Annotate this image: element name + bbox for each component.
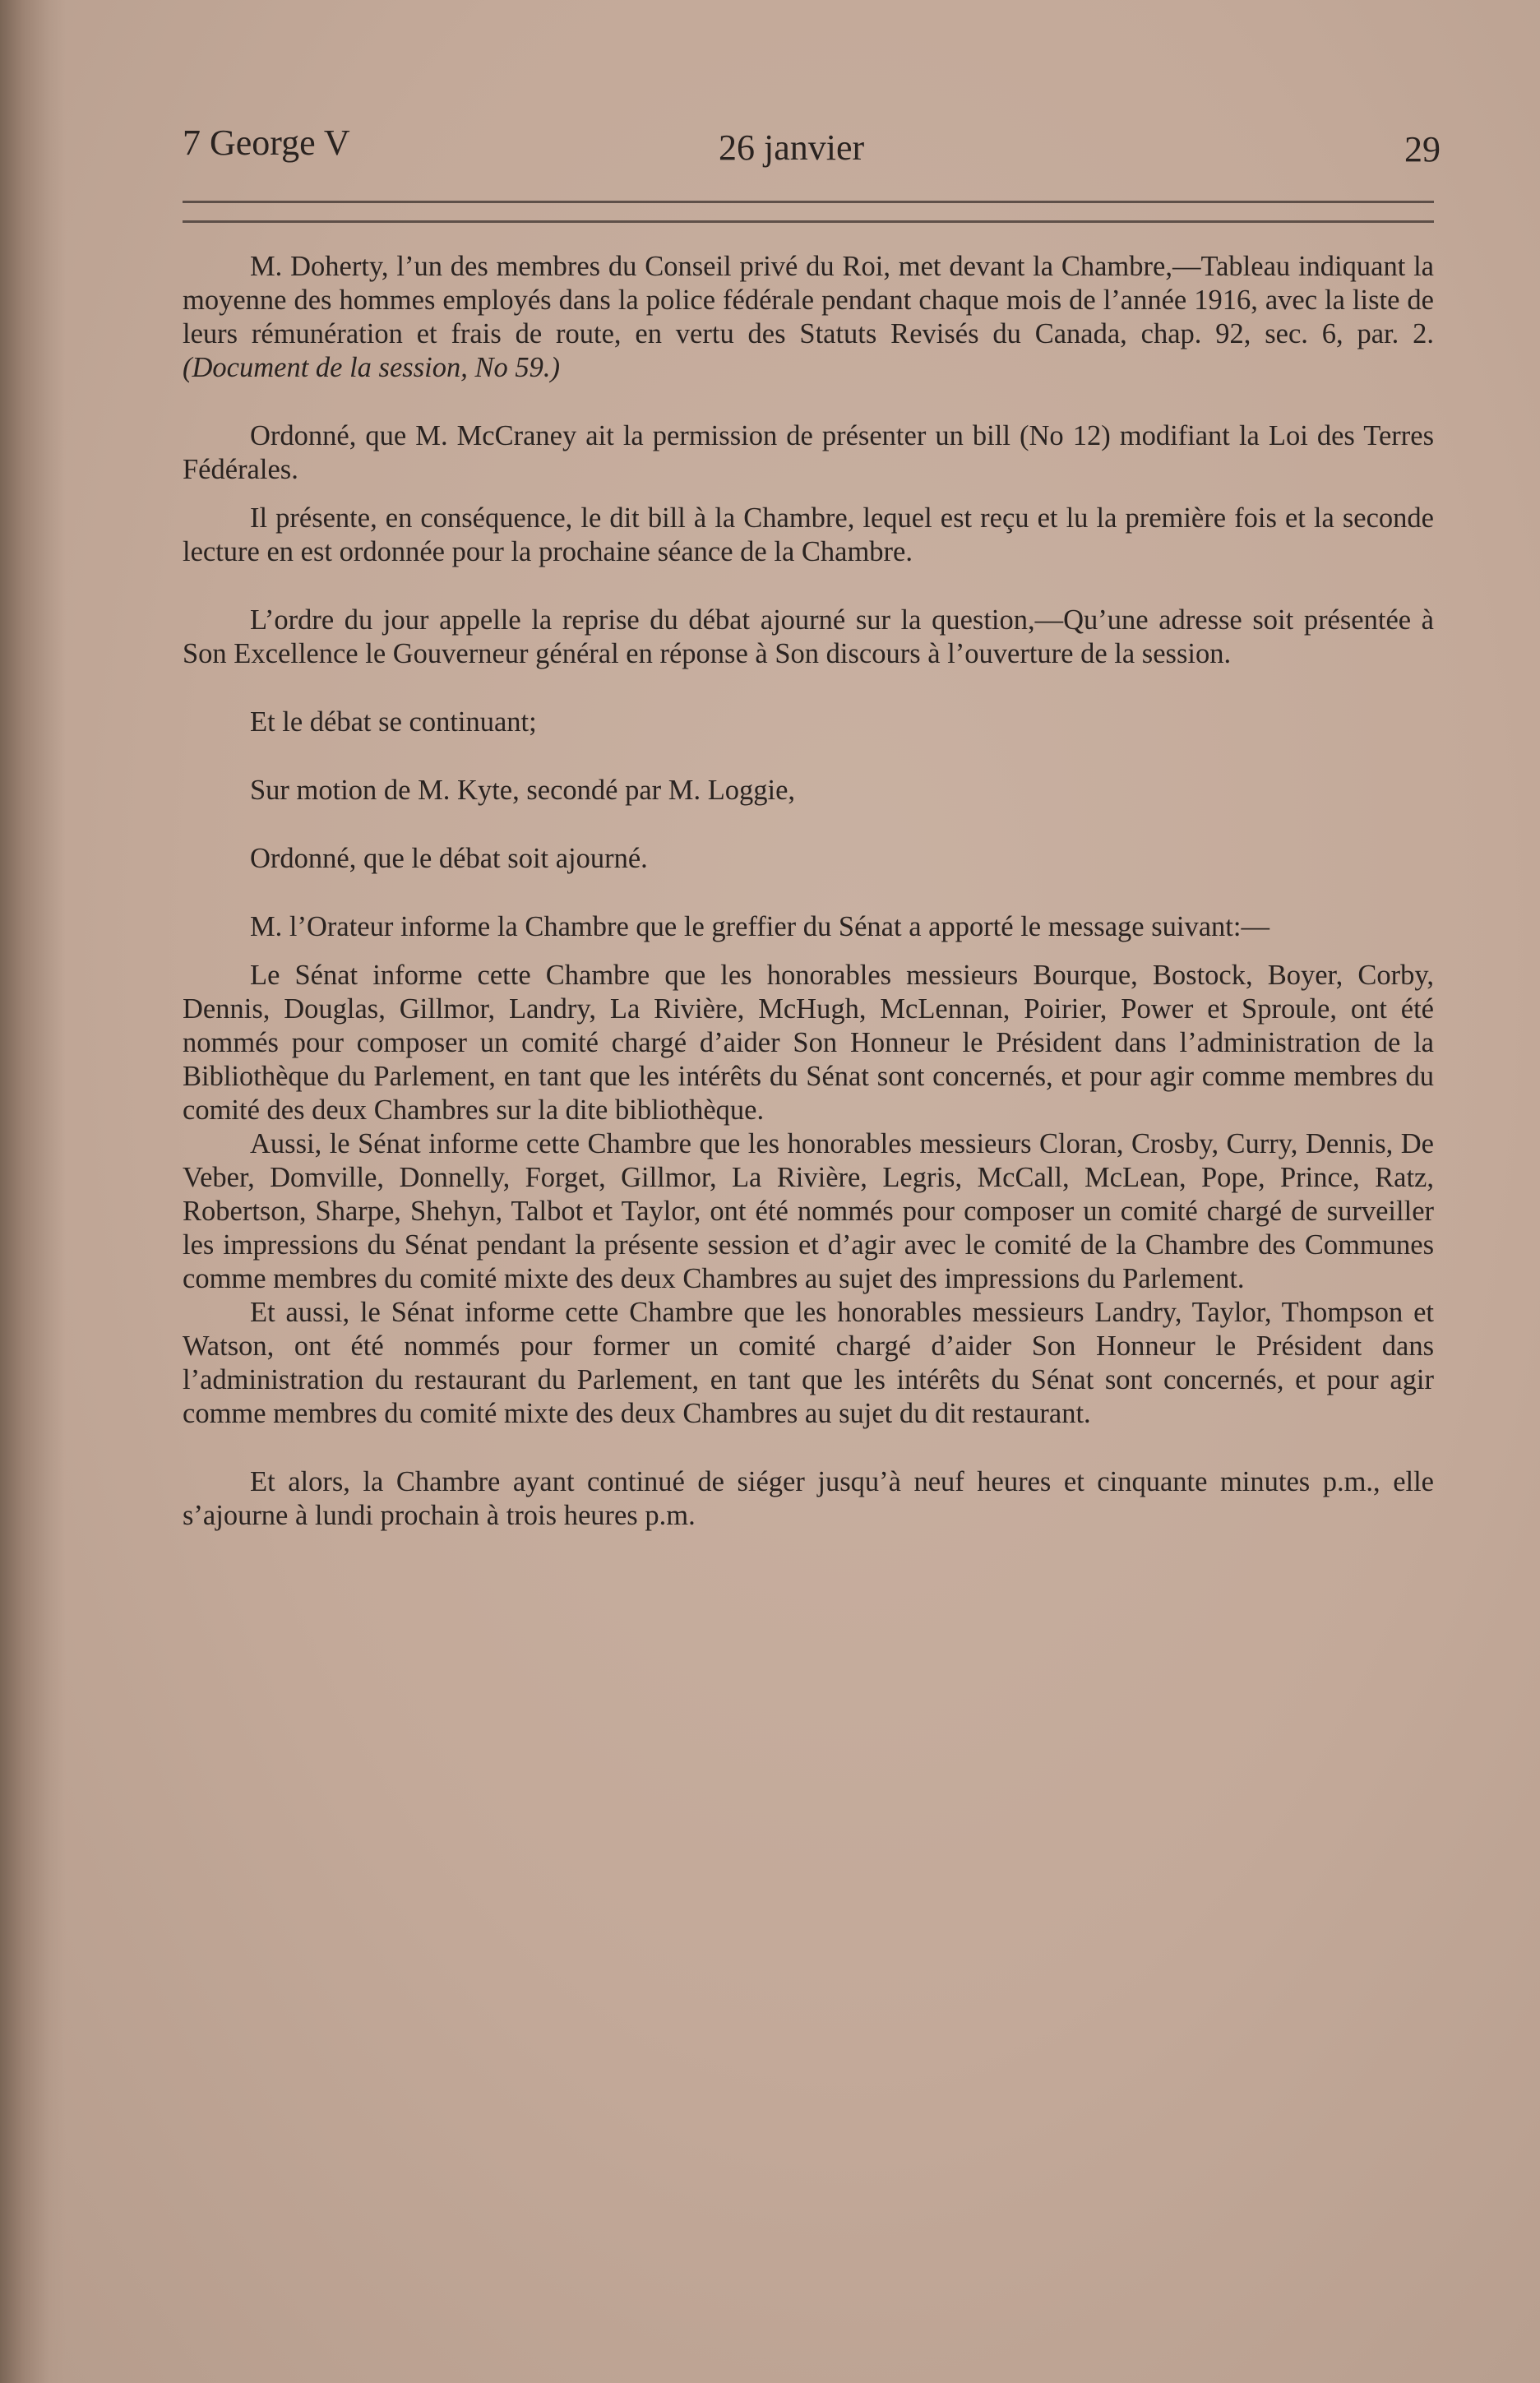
paragraph-bill-first-reading: Il présente, en conséquence, le dit bill à la Chambre, lequel est reçu et lu la première fois et la seconde lecture en est ordonnée pour la prochaine séance de la Chambre. [183, 502, 1434, 567]
paragraph-text: M. Doherty, l’un des membres du Conseil privé du Roi, met devant la Chambre,—Tableau indiquant la moyenne des hommes employés dans la police fédérale pendant chaque mois de l’année 1916, avec la liste de leurs rémunération et frais de route, en vertu des Statuts Revisés du Canada, chap. 92, sec. 6, par. 2. [183, 251, 1434, 349]
header-rule-bottom [183, 220, 1434, 223]
paragraph-library-committee: Le Sénat informe cette Chambre que les honorables messieurs Bourque, Bostock, Boyer, Corby, Dennis, Douglas, Gillmor, Landry, La Rivière, McHugh, McLennan, Poirier, Power et Sproule, ont été nommés pour composer un comité chargé d’aider Son Honneur le Président dans l’administration de la Bibliothèque du Parlement, en tant que les intérêts du Sénat sont concernés, et pour agir comme membres du comité des deux Chambres sur la dite bibliothèque. [183, 960, 1434, 1126]
paragraph-document-reference: (Document de la session, No 59.) [183, 352, 560, 383]
paragraph-printing-committee: Aussi, le Sénat informe cette Chambre que les honorables messieurs Cloran, Crosby, Curry, Dennis, De Veber, Domville, Donnelly, Forget, Gillmor, La Rivière, Legris, McCall, McLean, Pope, Prince, Ratz, Robertson, Sharpe, Shehyn, Talbot et Taylor, ont été nommés pour composer un comité chargé de surveiller les impressions du Sénat pendant la présente session et d’agir avec le comité de la Chambre des Communes comme membres du comité mixte des deux Chambres au sujet des impressions du Parlement. [183, 1128, 1434, 1294]
header-page-number: 29 [1404, 129, 1441, 169]
header-date: 26 janvier [719, 127, 865, 168]
document-body [183, 250, 1434, 1533]
paragraph-bill-leave: Ordonné, que M. McCraney ait la permission de présenter un bill (No 12) modifiant la Loi des Terres Fédérales. [183, 420, 1434, 485]
paragraph-restaurant-committee: Et aussi, le Sénat informe cette Chambre que les honorables messieurs Landry, Taylor, Thompson et Watson, ont été nommés pour former un comité chargé d’aider Son Honneur le Président dans l’administration du restaurant du Parlement, en tant que les intérêts du Sénat sont concernés, et pour agir comme membres du comité mixte des deux Chambres au sujet du dit restaurant. [183, 1297, 1434, 1429]
header-regnal-year: 7 George V [183, 123, 350, 163]
paragraph-motion: Sur motion de M. Kyte, secondé par M. Loggie, [250, 775, 796, 806]
page-header [183, 122, 1441, 179]
page-binding-edge [0, 0, 66, 2383]
paragraph-debate-continuing: Et le débat se continuant; [250, 706, 537, 738]
paragraph-debate-adjourned: Ordonné, que le débat soit ajourné. [250, 843, 648, 874]
paragraph-adjournment: Et alors, la Chambre ayant continué de siéger jusqu’à neuf heures et cinquante minutes p.m., elle s’ajourne à lundi prochain à trois heures p.m. [183, 1466, 1434, 1531]
paragraph-order-of-day: L’ordre du jour appelle la reprise du débat ajourné sur la question,—Qu’une adresse soit présentée à Son Excellence le Gouverneur général en réponse à Son discours à l’ouverture de la session. [183, 604, 1434, 669]
header-rule-top [183, 201, 1434, 203]
paragraph-speaker-message: M. l’Orateur informe la Chambre que le greffier du Sénat a apporté le message suivant:— [250, 911, 1269, 942]
paragraph-tabling-document [183, 250, 1434, 385]
